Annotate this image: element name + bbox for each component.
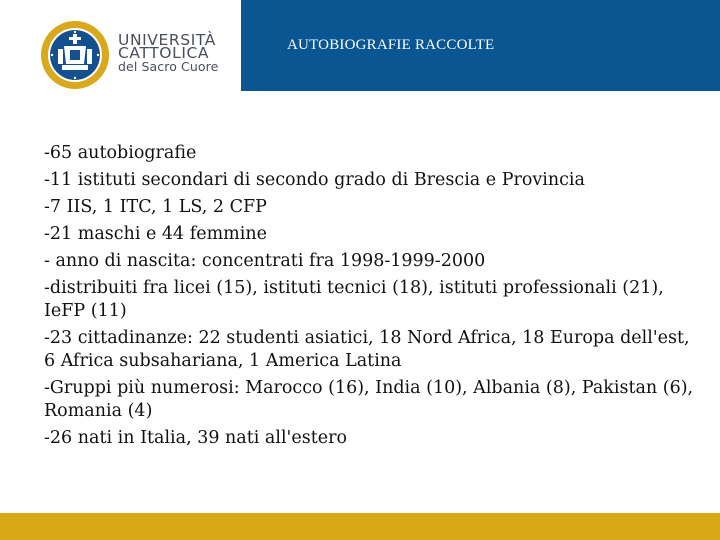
logo-wordmark <box>118 31 219 74</box>
logo-line-3: del Sacro Cuore <box>118 59 219 74</box>
list-item: -26 nati in Italia, 39 nati all'estero <box>44 428 347 448</box>
list-item: -7 IIS, 1 ITC, 1 LS, 2 CFP <box>44 197 267 217</box>
footer-bar <box>0 513 720 540</box>
header-bar <box>241 0 720 91</box>
logo-line-1: UNIVERSITÀ <box>118 31 216 49</box>
list-item: -Gruppi più numerosi: Marocco (16), India (10), Albania (8), Pakistan (6), Romania (4) <box>44 378 694 421</box>
list-item: -65 autobiografie <box>44 143 197 163</box>
list-item: - anno di nascita: concentrati fra 1998-1999-2000 <box>44 251 486 271</box>
logo-line-2: CATTOLICA <box>118 44 210 62</box>
list-item: -21 maschi e 44 femmine <box>44 224 267 244</box>
slide-title: AUTOBIOGRAFIE RACCOLTE <box>287 37 495 53</box>
list-item: -23 cittadinanze: 22 studenti asiatici, 18 Nord Africa, 18 Europa dell'est, 6 Africa subsahariana, 1 America Latina <box>44 328 690 371</box>
list-item: -distribuiti fra licei (15), istituti tecnici (18), istituti professionali (21), IeFP (11) <box>44 278 664 321</box>
bullet-list <box>44 142 704 454</box>
university-logo <box>0 0 240 104</box>
university-seal-icon <box>40 20 110 90</box>
list-item: -11 istituti secondari di secondo grado di Brescia e Provincia <box>44 170 585 190</box>
